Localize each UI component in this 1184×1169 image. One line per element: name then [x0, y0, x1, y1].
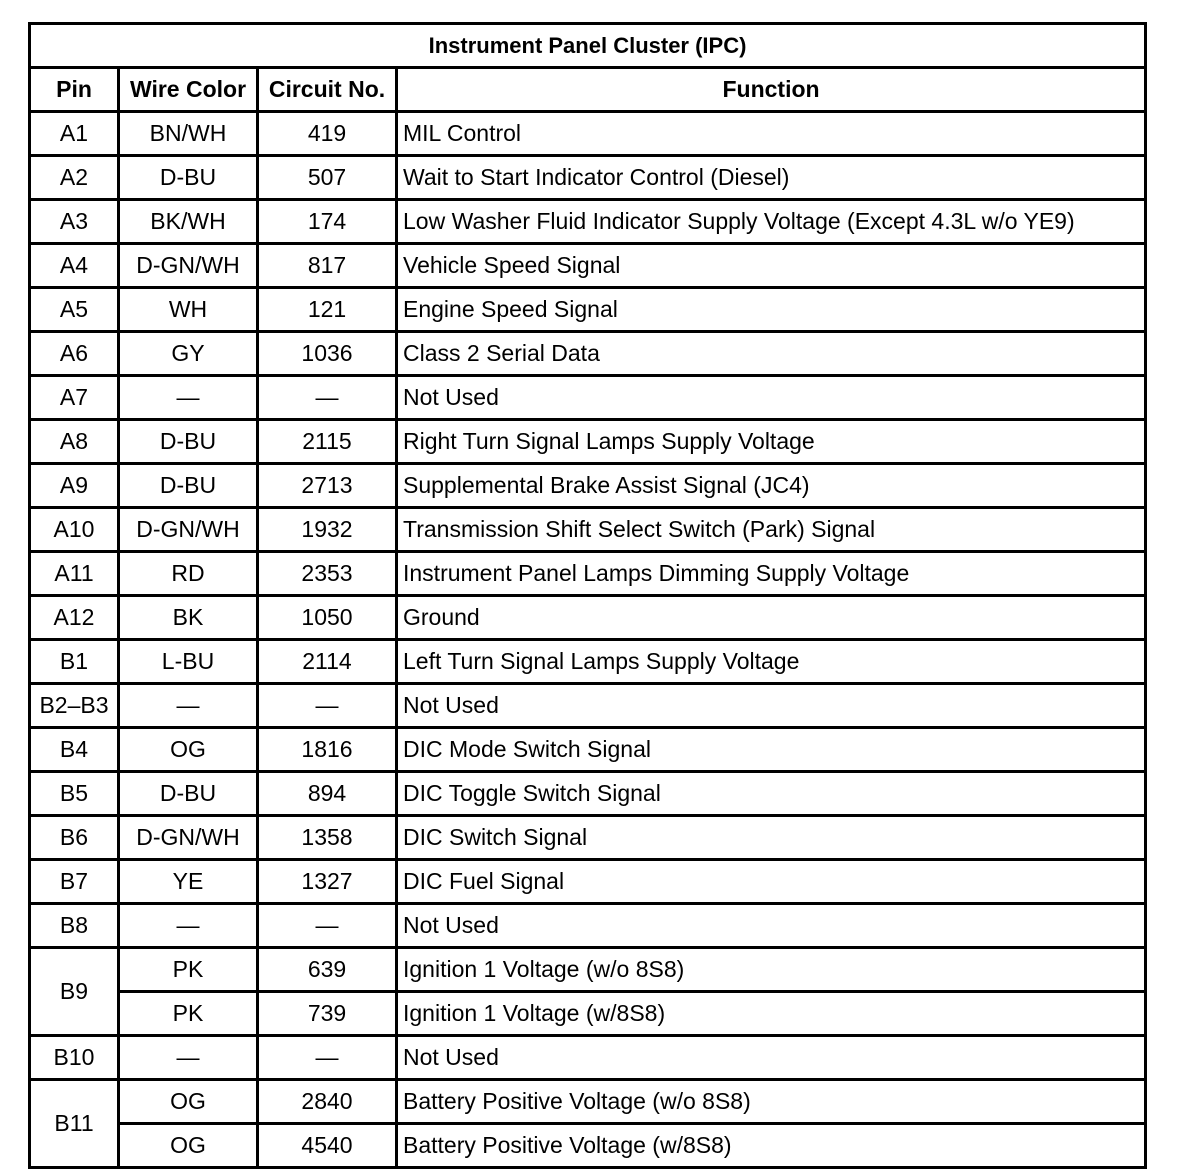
function-header: Function [397, 68, 1146, 112]
table-row [30, 508, 1146, 552]
wire-color-cell: — [119, 684, 258, 728]
pin-cell: B1 [30, 640, 119, 684]
wire-color-cell: D-GN/WH [119, 816, 258, 860]
title-row [30, 24, 1146, 68]
function-cell: Not Used [397, 376, 1146, 420]
pin-cell: B2–B3 [30, 684, 119, 728]
function-cell: Transmission Shift Select Switch (Park) Signal [397, 508, 1146, 552]
wire-color-cell: D-BU [119, 772, 258, 816]
circuit-cell: 739 [258, 992, 397, 1036]
circuit-cell: 894 [258, 772, 397, 816]
wire-color-cell: GY [119, 332, 258, 376]
wire-color-cell: L-BU [119, 640, 258, 684]
circuit-cell: 2840 [258, 1080, 397, 1124]
circuit-cell: 2353 [258, 552, 397, 596]
pin-cell: A11 [30, 552, 119, 596]
table-row [30, 860, 1146, 904]
table-row [30, 728, 1146, 772]
function-cell: DIC Mode Switch Signal [397, 728, 1146, 772]
function-cell: Not Used [397, 684, 1146, 728]
table-row [30, 1036, 1146, 1080]
table-row [30, 904, 1146, 948]
pin-cell: B11 [30, 1080, 119, 1168]
function-cell: Wait to Start Indicator Control (Diesel) [397, 156, 1146, 200]
table-row [30, 684, 1146, 728]
function-cell: Instrument Panel Lamps Dimming Supply Voltage [397, 552, 1146, 596]
wire-color-cell: OG [119, 1124, 258, 1168]
wire-color-cell: BK [119, 596, 258, 640]
pin-cell: A5 [30, 288, 119, 332]
wire-color-cell: OG [119, 1080, 258, 1124]
function-cell: Engine Speed Signal [397, 288, 1146, 332]
table-title: Instrument Panel Cluster (IPC) [30, 24, 1146, 68]
function-cell: DIC Switch Signal [397, 816, 1146, 860]
wire-color-cell: RD [119, 552, 258, 596]
circuit-cell: — [258, 904, 397, 948]
circuit-cell: 507 [258, 156, 397, 200]
pin-cell: B8 [30, 904, 119, 948]
circuit-cell: 1327 [258, 860, 397, 904]
pin-cell: A8 [30, 420, 119, 464]
wire-color-cell: D-BU [119, 464, 258, 508]
pin-cell: B4 [30, 728, 119, 772]
wire-color-cell: PK [119, 992, 258, 1036]
pin-cell: A12 [30, 596, 119, 640]
table-row [30, 816, 1146, 860]
circuit-cell: — [258, 376, 397, 420]
pin-cell: A6 [30, 332, 119, 376]
wire-color-cell: PK [119, 948, 258, 992]
function-cell: Ground [397, 596, 1146, 640]
table-row [30, 1080, 1146, 1124]
pin-cell: B9 [30, 948, 119, 1036]
circuit-cell: 1036 [258, 332, 397, 376]
table-row [30, 156, 1146, 200]
circuit-cell: 2114 [258, 640, 397, 684]
circuit-cell: — [258, 684, 397, 728]
table-row [30, 288, 1146, 332]
pin-cell: B10 [30, 1036, 119, 1080]
table-row [30, 948, 1146, 992]
function-cell: Ignition 1 Voltage (w/o 8S8) [397, 948, 1146, 992]
wire-color-cell: — [119, 1036, 258, 1080]
function-cell: Right Turn Signal Lamps Supply Voltage [397, 420, 1146, 464]
table-row [30, 332, 1146, 376]
pin-cell: A9 [30, 464, 119, 508]
wire-color-header: Wire Color [119, 68, 258, 112]
function-cell: DIC Fuel Signal [397, 860, 1146, 904]
function-cell: Not Used [397, 1036, 1146, 1080]
table-row [30, 772, 1146, 816]
function-cell: Not Used [397, 904, 1146, 948]
circuit-cell: 121 [258, 288, 397, 332]
table-row [30, 112, 1146, 156]
table-row [30, 552, 1146, 596]
circuit-cell: 1816 [258, 728, 397, 772]
circuit-cell: 817 [258, 244, 397, 288]
wire-color-cell: BN/WH [119, 112, 258, 156]
table-row [30, 376, 1146, 420]
pin-cell: A7 [30, 376, 119, 420]
wire-color-cell: D-BU [119, 420, 258, 464]
circuit-cell: — [258, 1036, 397, 1080]
pin-cell: A10 [30, 508, 119, 552]
circuit-cell: 174 [258, 200, 397, 244]
wire-color-cell: BK/WH [119, 200, 258, 244]
table-row [30, 200, 1146, 244]
circuit-cell: 419 [258, 112, 397, 156]
table-row [30, 640, 1146, 684]
header-row [30, 68, 1146, 112]
pin-cell: B7 [30, 860, 119, 904]
circuit-cell: 2115 [258, 420, 397, 464]
circuit-cell: 2713 [258, 464, 397, 508]
function-cell: MIL Control [397, 112, 1146, 156]
wire-color-cell: D-BU [119, 156, 258, 200]
table-row [30, 420, 1146, 464]
function-cell: DIC Toggle Switch Signal [397, 772, 1146, 816]
table-row [30, 244, 1146, 288]
wire-color-cell: — [119, 904, 258, 948]
circuit-cell: 1358 [258, 816, 397, 860]
wire-color-cell: OG [119, 728, 258, 772]
wire-color-cell: D-GN/WH [119, 244, 258, 288]
circuit-header: Circuit No. [258, 68, 397, 112]
pin-cell: A4 [30, 244, 119, 288]
pin-cell: A3 [30, 200, 119, 244]
pin-header: Pin [30, 68, 119, 112]
function-cell: Class 2 Serial Data [397, 332, 1146, 376]
table-row [30, 464, 1146, 508]
pin-cell: A1 [30, 112, 119, 156]
wire-color-cell: WH [119, 288, 258, 332]
function-cell: Supplemental Brake Assist Signal (JC4) [397, 464, 1146, 508]
pin-cell: B6 [30, 816, 119, 860]
table-row [30, 992, 1146, 1036]
circuit-cell: 1932 [258, 508, 397, 552]
function-cell: Vehicle Speed Signal [397, 244, 1146, 288]
function-cell: Battery Positive Voltage (w/8S8) [397, 1124, 1146, 1168]
function-cell: Ignition 1 Voltage (w/8S8) [397, 992, 1146, 1036]
function-cell: Left Turn Signal Lamps Supply Voltage [397, 640, 1146, 684]
pin-cell: B5 [30, 772, 119, 816]
wire-color-cell: — [119, 376, 258, 420]
function-cell: Low Washer Fluid Indicator Supply Voltage (Except 4.3L w/o YE9) [397, 200, 1146, 244]
table-row [30, 596, 1146, 640]
circuit-cell: 1050 [258, 596, 397, 640]
circuit-cell: 639 [258, 948, 397, 992]
ipc-connector-table [28, 22, 1147, 1169]
function-cell: Battery Positive Voltage (w/o 8S8) [397, 1080, 1146, 1124]
wire-color-cell: D-GN/WH [119, 508, 258, 552]
pin-cell: A2 [30, 156, 119, 200]
circuit-cell: 4540 [258, 1124, 397, 1168]
table-row [30, 1124, 1146, 1168]
wire-color-cell: YE [119, 860, 258, 904]
